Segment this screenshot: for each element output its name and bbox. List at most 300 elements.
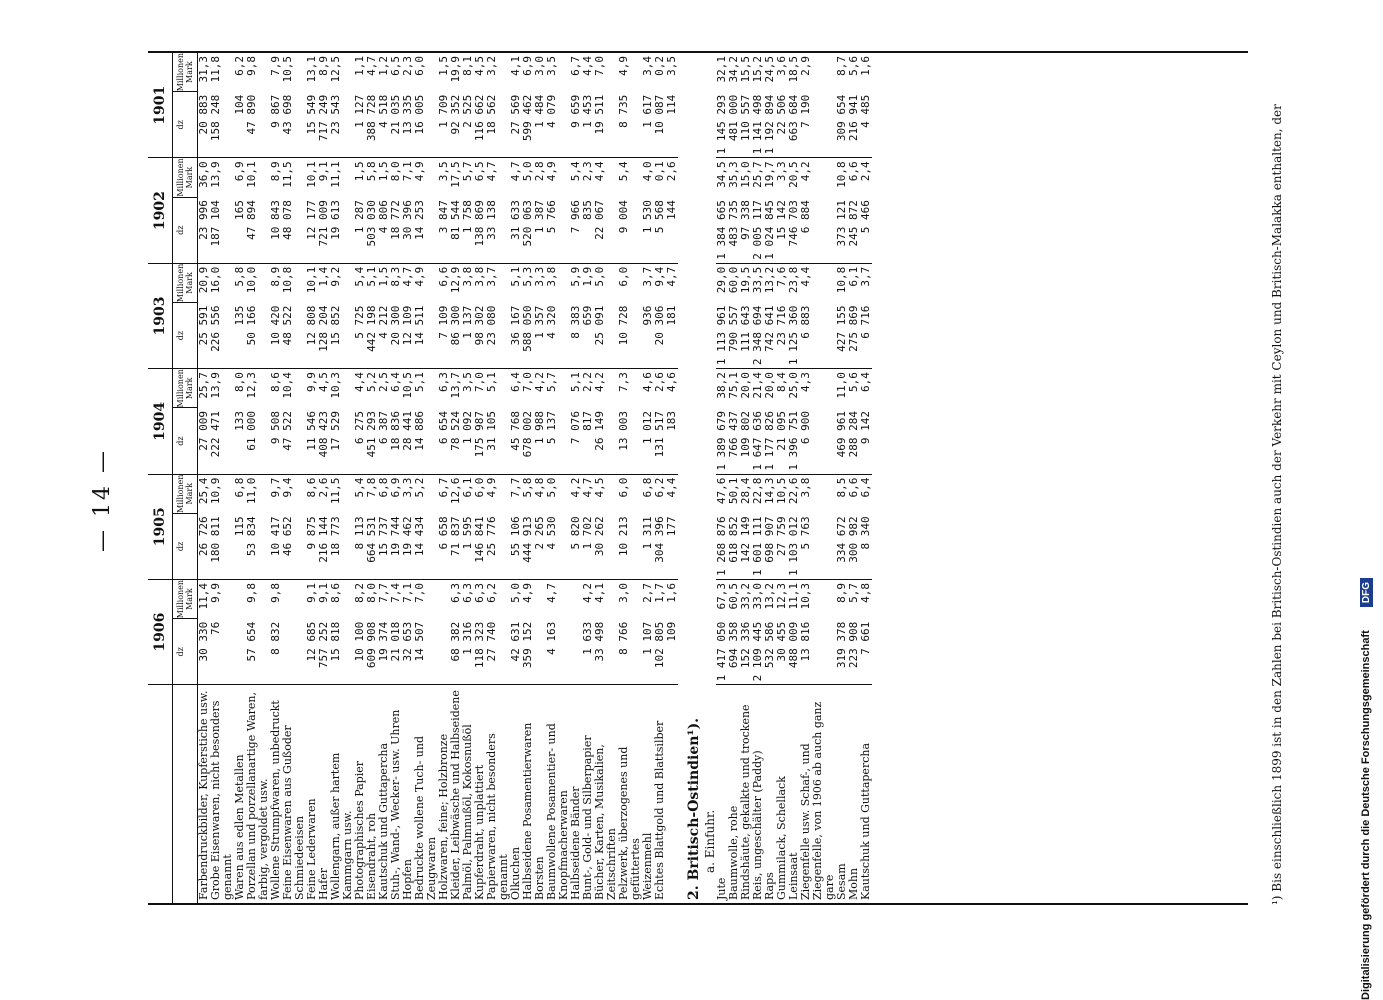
cell-mio: 6,8 [377,477,390,498]
row-label: Eisendraht, roh [365,812,378,900]
cell-mio: 47,6 [715,477,728,505]
cell-mio: 4,9 [485,477,498,498]
cell-mio: 11,5 [329,477,342,505]
cell-mio: 1,6 [859,56,872,76]
cell-dz: 1 092 [462,408,474,474]
row-label: Rindshäute, gekalkte und trockene [739,704,752,900]
cell-mio: 35,3 [727,161,740,188]
row-label: Reis, ungeschälter (Paddy) [751,750,764,900]
cell-mio: 5,7 [461,161,474,182]
cell-dz: 8 766 [618,619,642,685]
row-label: Hafer [317,868,330,900]
cell-dz: 86 300 [450,303,462,369]
cell-dz: 36 167 [510,303,522,369]
cell-dz: 8 735 [618,92,642,158]
cell-dz: 20 883 [198,92,211,158]
cell-mio: 12,5 [329,56,342,83]
dfg-logo: DFG [1360,578,1373,607]
cell-mio: 3,8 [545,266,558,287]
cell-dz: 444 913 [522,513,534,579]
cell-dz: 19 462 [402,513,414,579]
cell-dz: 1 758 [462,197,474,263]
cell-dz: 1 012 [642,408,654,474]
row-label: Kautschuk und Guttapercha [377,742,390,900]
cell-dz: 698 907 [764,513,776,579]
row-label: Echtes Blattgold und Blattsilber [653,720,666,900]
cell-dz: 31 105 [486,408,510,474]
cell-dz: 13 335 [402,92,414,158]
cell-dz: 588 050 [522,303,534,369]
cell-mio: 3,8 [473,266,486,287]
cell-dz: 1 103 012 [788,513,800,579]
year-header: 1906 [148,579,173,684]
cell-mio: 4,5 [317,372,330,393]
unit-header-row [173,53,198,903]
cell-dz: 1 396 751 [788,408,800,474]
cell-dz: 451 293 [366,408,378,474]
cell-dz: 1 387 [534,197,546,263]
cell-mio: 6,3 [449,582,462,603]
cell-mio: 3,8 [799,477,812,498]
table-body-section1 [198,53,679,903]
cell-mio: 4,5 [473,56,486,76]
cell-mio: 8,0 [389,161,402,182]
cell-dz: 1 145 293 [716,92,728,158]
cell-dz: 26 726 [198,513,211,579]
cell-dz: 746 703 [788,197,800,263]
mio-header: Millionen Mark [173,53,198,92]
cell-dz: 57 654 [246,619,270,685]
cell-dz: 12 177 [306,197,318,263]
cell-dz: 30 455 [776,619,788,685]
cell-mio: 8,7 [835,56,848,76]
cell-mio: 5,7 [545,372,558,393]
cell-dz: 1 192 894 [764,92,776,158]
cell-mio: 1,5 [353,161,366,182]
cell-mio: 11,0 [835,372,848,399]
cell-mio: 9,4 [653,266,666,287]
cell-dz: 15 852 [330,303,354,369]
table-frame [148,51,1248,905]
cell-mio: 0,2 [653,56,666,76]
cell-mio: 4,9 [545,161,558,182]
dz-header: dz [173,619,198,685]
cell-dz: 8 383 [570,303,582,369]
cell-dz: 158 248 [210,92,234,158]
cell-dz: 48 078 [282,197,306,263]
cell-dz: 717 249 [318,92,330,158]
cell-dz: 2 109 445 [752,619,764,685]
cell-mio: 6,0 [617,266,630,287]
cell-mio: 6,5 [389,56,402,76]
cell-dz: 10 100 [354,619,366,685]
cell-dz: 4 485 [860,92,872,158]
cell-dz: 9 867 [270,92,282,158]
cell-mio: 10,5 [401,372,414,399]
cell-dz: 114 [666,92,678,158]
row-label: Raps [763,872,776,900]
cell-mio: 1,1 [353,56,366,76]
cell-dz: 109 [666,619,678,685]
cell-mio: 6,7 [569,56,582,76]
cell-dz: 48 522 [282,303,306,369]
cell-dz: 55 106 [510,513,522,579]
cell-mio: 4,7 [365,56,378,76]
cell-mio: 7,6 [775,266,788,287]
cell-mio: 3,8 [461,266,474,287]
cell-mio: 33,0 [751,582,764,610]
cell-mio: 5,0 [545,477,558,498]
cell-dz: 388 728 [366,92,378,158]
cell-dz: 15 737 [378,513,390,579]
cell-mio: 4,8 [859,582,872,603]
cell-dz: 13 816 [800,619,836,685]
row-label: Halbseidene Bänder [569,786,582,900]
cell-dz: 442 198 [366,303,378,369]
row-label: Bücher, Karten, Musikalien, Zeitschriften [593,744,618,900]
cell-mio: 3,3 [401,477,414,498]
cell-dz: 92 352 [450,92,462,158]
cell-dz: 7 966 [570,197,582,263]
cell-mio: 25,7 [197,372,210,399]
row-label: Stuh-, Wand-, Wecker- usw. Uhren [389,709,402,900]
cell-mio: 13,2 [763,582,776,610]
cell-dz: 4 079 [546,92,570,158]
cell-dz: 5 766 [546,197,570,263]
cell-dz: 334 672 [836,513,848,579]
cell-mio: 2,4 [859,161,872,182]
cell-dz: 1 702 [582,513,594,579]
cell-mio: 6,4 [389,372,402,393]
cell-dz: 135 [234,303,246,369]
row-label: Farbendruckbilder, Kupferstiche usw. [197,690,210,900]
cell-mio: 24,5 [763,56,776,83]
cell-dz: 4 530 [546,513,570,579]
cell-dz: 5 820 [570,513,582,579]
cell-dz: 144 [666,197,678,263]
cell-dz: 187 104 [210,197,234,263]
cell-mio: 25,0 [787,372,800,399]
cell-mio: 1,5 [437,56,450,76]
cell-mio: 5,6 [847,56,860,76]
cell-dz: 1 316 [462,619,474,685]
cell-mio: 13,7 [449,372,462,399]
row-label: Bedruckte wollene Tuch- und Zeugwaren [413,736,438,900]
cell-mio: 6,9 [389,477,402,498]
mio-header: Millionen Mark [173,158,198,197]
cell-dz: 10 417 [270,513,282,579]
cell-mio: 60,0 [727,266,740,294]
row-label: Pelzwerk, überzogenes und gefüttertes [617,746,642,900]
cell-mio: 8,1 [461,56,474,76]
cell-mio: 12,3 [245,372,258,399]
cell-mio: 5,8 [521,477,534,498]
cell-dz: 1 384 665 [716,197,728,263]
row-label: Ziegenfelle usw. Schaf-, und Ziegenfelle, von 1906 ab auch ganz gare [799,701,836,900]
cell-mio: 6,6 [437,266,450,287]
cell-mio: 2,8 [533,161,546,182]
cell-dz: 483 735 [728,197,740,263]
cell-dz: 2 265 [534,513,546,579]
cell-mio: 3,7 [641,266,654,287]
cell-dz [282,619,306,685]
cell-mio: 11,5 [281,161,294,188]
cell-mio: 16,0 [209,266,222,294]
cell-dz: 1 389 679 [716,408,728,474]
cell-dz: 4 163 [546,619,570,685]
cell-mio: 4,7 [401,266,414,287]
cell-mio: 2,6 [653,372,666,393]
row-label: Holzwaren, feine; Holzbronze [437,733,450,900]
cell-dz: 17 529 [330,408,354,474]
cell-mio: 10,5 [281,56,294,83]
cell-mio: 25,4 [197,477,210,505]
cell-dz: 245 872 [848,197,860,263]
cell-mio: 5,1 [413,372,426,393]
cell-mio: 4,2 [581,582,594,603]
cell-mio: 11,8 [209,56,222,83]
cell-mio: 8,6 [329,582,342,603]
cell-dz: 27 759 [776,513,788,579]
cell-mio: 4,4 [665,477,678,498]
cell-mio: 6,3 [461,582,474,603]
cell-dz: 47 894 [246,197,270,263]
table-row [414,53,438,903]
cell-mio: 10,3 [799,582,812,610]
cell-mio: 2,6 [317,477,330,498]
cell-mio: 6,2 [233,56,246,76]
cell-dz: 152 336 [740,619,752,685]
cell-dz: 5 466 [860,197,872,263]
cell-dz: 23 716 [776,303,788,369]
cell-mio: 4,7 [509,161,522,182]
cell-dz: 4 320 [546,303,570,369]
cell-dz: 6 387 [378,408,390,474]
cell-mio: 22,8 [751,477,764,505]
cell-mio: 5,2 [365,372,378,393]
cell-mio: 19,7 [763,161,776,188]
cell-dz: 1 287 [354,197,366,263]
cell-mio: 4,7 [545,582,558,603]
cell-mio: 9,2 [329,266,342,287]
cell-mio: 4,5 [593,477,606,498]
cell-mio: 32,1 [715,56,728,83]
cell-mio: 18,5 [787,56,800,83]
row-label: Sesam [835,863,848,900]
cell-dz: 31 633 [510,197,522,263]
cell-mio: 10,8 [835,161,848,188]
row-label: Bunt-, Gold- und Silberpapier [581,735,594,900]
cell-dz: 81 544 [450,197,462,263]
cell-mio: 9,9 [209,582,222,603]
cell-dz: 133 [234,408,246,474]
cell-dz: 222 471 [210,408,234,474]
row-label: Mohn [847,867,860,900]
cell-mio: 5,1 [485,372,498,393]
cell-mio: 33,5 [751,266,764,294]
row-label: Baumwolle, rohe [727,805,740,900]
cell-dz: 6 275 [354,408,366,474]
table-row [210,53,234,903]
cell-mio: 9,1 [317,161,330,182]
section2-subtitle: a. Einfuhr. [703,809,717,873]
cell-mio: 6,0 [413,56,426,76]
cell-mio: 4,9 [413,161,426,182]
cell-dz: 766 437 [728,408,740,474]
cell-mio: 8,5 [835,477,848,498]
cell-dz: 26 149 [594,408,618,474]
cell-dz: 78 524 [450,408,462,474]
cell-dz: 5 568 [654,197,666,263]
cell-dz: 18 772 [390,197,402,263]
cell-dz: 216 941 [848,92,860,158]
cell-dz: 45 768 [510,408,522,474]
cell-mio: 11,0 [245,477,258,505]
cell-dz: 1 417 050 [716,619,728,685]
cell-mio: 6,4 [509,372,522,393]
cell-mio: 7,0 [593,56,606,76]
cell-dz: 180 811 [210,513,234,579]
cell-mio: 6,0 [473,477,486,498]
cell-dz: 319 378 [836,619,848,685]
cell-mio: 9,9 [305,372,318,393]
cell-mio: 1,9 [581,266,594,287]
cell-mio: 8,9 [317,56,330,76]
cell-mio: 9,1 [317,582,330,603]
cell-dz: 27 009 [198,408,211,474]
cell-dz: 223 908 [848,619,860,685]
cell-dz: 488 009 [788,619,800,685]
trade-table [148,53,872,903]
dz-header: dz [173,92,198,158]
cell-dz: 309 654 [836,92,848,158]
cell-dz: 19 613 [330,197,354,263]
dfg-text: Digitalisierung gefördert durch die Deutsche Forschungsgemeinschaft [1360,630,1372,1000]
cell-dz: 7 661 [860,619,872,685]
cell-mio: 6,3 [437,372,450,393]
cell-dz: 47 890 [246,92,270,158]
cell-mio: 38,2 [715,372,728,399]
cell-mio: 9,8 [245,582,258,603]
row-label: Palmöl, Palmnußöl, Kokosnußöl [461,724,474,900]
cell-dz: 22 506 [776,92,788,158]
dz-header: dz [173,513,198,579]
cell-dz: 6 658 [438,513,450,579]
cell-mio: 9,4 [281,477,294,498]
cell-dz: 12 685 [306,619,318,685]
cell-dz: 9 875 [306,513,318,579]
cell-mio: 6,8 [641,477,654,498]
label-header [148,685,173,903]
cell-mio: 1,5 [377,266,390,287]
cell-dz: 618 852 [728,513,740,579]
cell-mio: 8,6 [269,372,282,393]
cell-mio: 5,4 [569,161,582,182]
cell-mio: 3,5 [437,161,450,182]
cell-mio: 10,8 [281,266,294,294]
cell-dz: 104 [234,92,246,158]
cell-mio: 9,8 [269,582,282,603]
cell-mio: 17,5 [449,161,462,188]
table-row [282,53,306,903]
cell-mio: 5,6 [847,372,860,393]
cell-dz: 4 518 [378,92,390,158]
section2-title: 2. Britisch-Ostindien¹). [686,717,702,900]
cell-mio: 4,8 [533,477,546,498]
cell-mio: 50,1 [727,477,740,505]
cell-mio: 6,0 [617,477,630,498]
cell-mio: 5,1 [569,372,582,393]
cell-mio: 10,5 [775,477,788,505]
cell-dz: 216 144 [318,513,330,579]
cell-dz: 111 643 [740,303,752,369]
cell-dz: 20 300 [390,303,402,369]
cell-dz: 13 003 [618,408,642,474]
cell-dz: 817 [582,408,594,474]
dfg-credit [1360,0,1380,1000]
cell-mio: 12,9 [449,266,462,294]
cell-mio: 8,9 [835,582,848,603]
cell-dz: 11 546 [306,408,318,474]
cell-dz: 5 763 [800,513,836,579]
cell-mio: 6,7 [437,477,450,498]
mio-header: Millionen Mark [173,579,198,618]
row-label: Baumwollene Posamentier- und Knopfmacherwaren [545,723,570,900]
cell-mio: 2,2 [581,372,594,393]
cell-dz: 599 462 [522,92,534,158]
cell-dz: 76 [210,619,234,685]
cell-dz: 32 653 [402,619,414,685]
cell-mio: 2,7 [641,582,654,603]
row-label: Grobe Eisenwaren, nicht besonders genannt [209,700,234,900]
cell-mio: 29,0 [715,266,728,294]
cell-dz: 1 113 961 [716,303,728,369]
cell-dz: 12 109 [402,303,414,369]
cell-dz: 102 805 [654,619,666,685]
table-row [486,53,510,903]
cell-mio: 7,0 [521,372,534,393]
cell-dz: 694 358 [728,619,740,685]
cell-dz: 175 987 [474,408,486,474]
cell-dz: 3 847 [438,197,450,263]
cell-dz: 1 647 636 [752,408,764,474]
cell-dz: 300 982 [848,513,860,579]
cell-mio: 3,4 [641,56,654,76]
row-label [666,685,678,903]
row-label: Hopfen [401,859,414,900]
cell-mio: 5,1 [365,266,378,287]
cell-mio: 4,6 [641,372,654,393]
cell-dz: 7 109 [438,303,450,369]
cell-mio: 5,7 [847,582,860,603]
cell-mio: 13,9 [209,161,222,188]
cell-mio: 4,0 [641,161,654,182]
cell-mio: 4,2 [569,477,582,498]
cell-mio: 2,9 [799,56,812,76]
cell-mio: 5,9 [569,266,582,287]
cell-dz: 18 562 [486,92,510,158]
cell-mio: 10,8 [835,266,848,294]
cell-dz: 115 [234,513,246,579]
cell-dz: 14 886 [414,408,438,474]
cell-dz: 43 698 [282,92,306,158]
cell-mio: 20,9 [197,266,210,294]
cell-dz: 226 556 [210,303,234,369]
row-label: Photographisches Papier [353,761,366,900]
dz-header: dz [173,197,198,263]
cell-dz: 1 595 [462,513,474,579]
cell-mio: 20,0 [763,372,776,399]
